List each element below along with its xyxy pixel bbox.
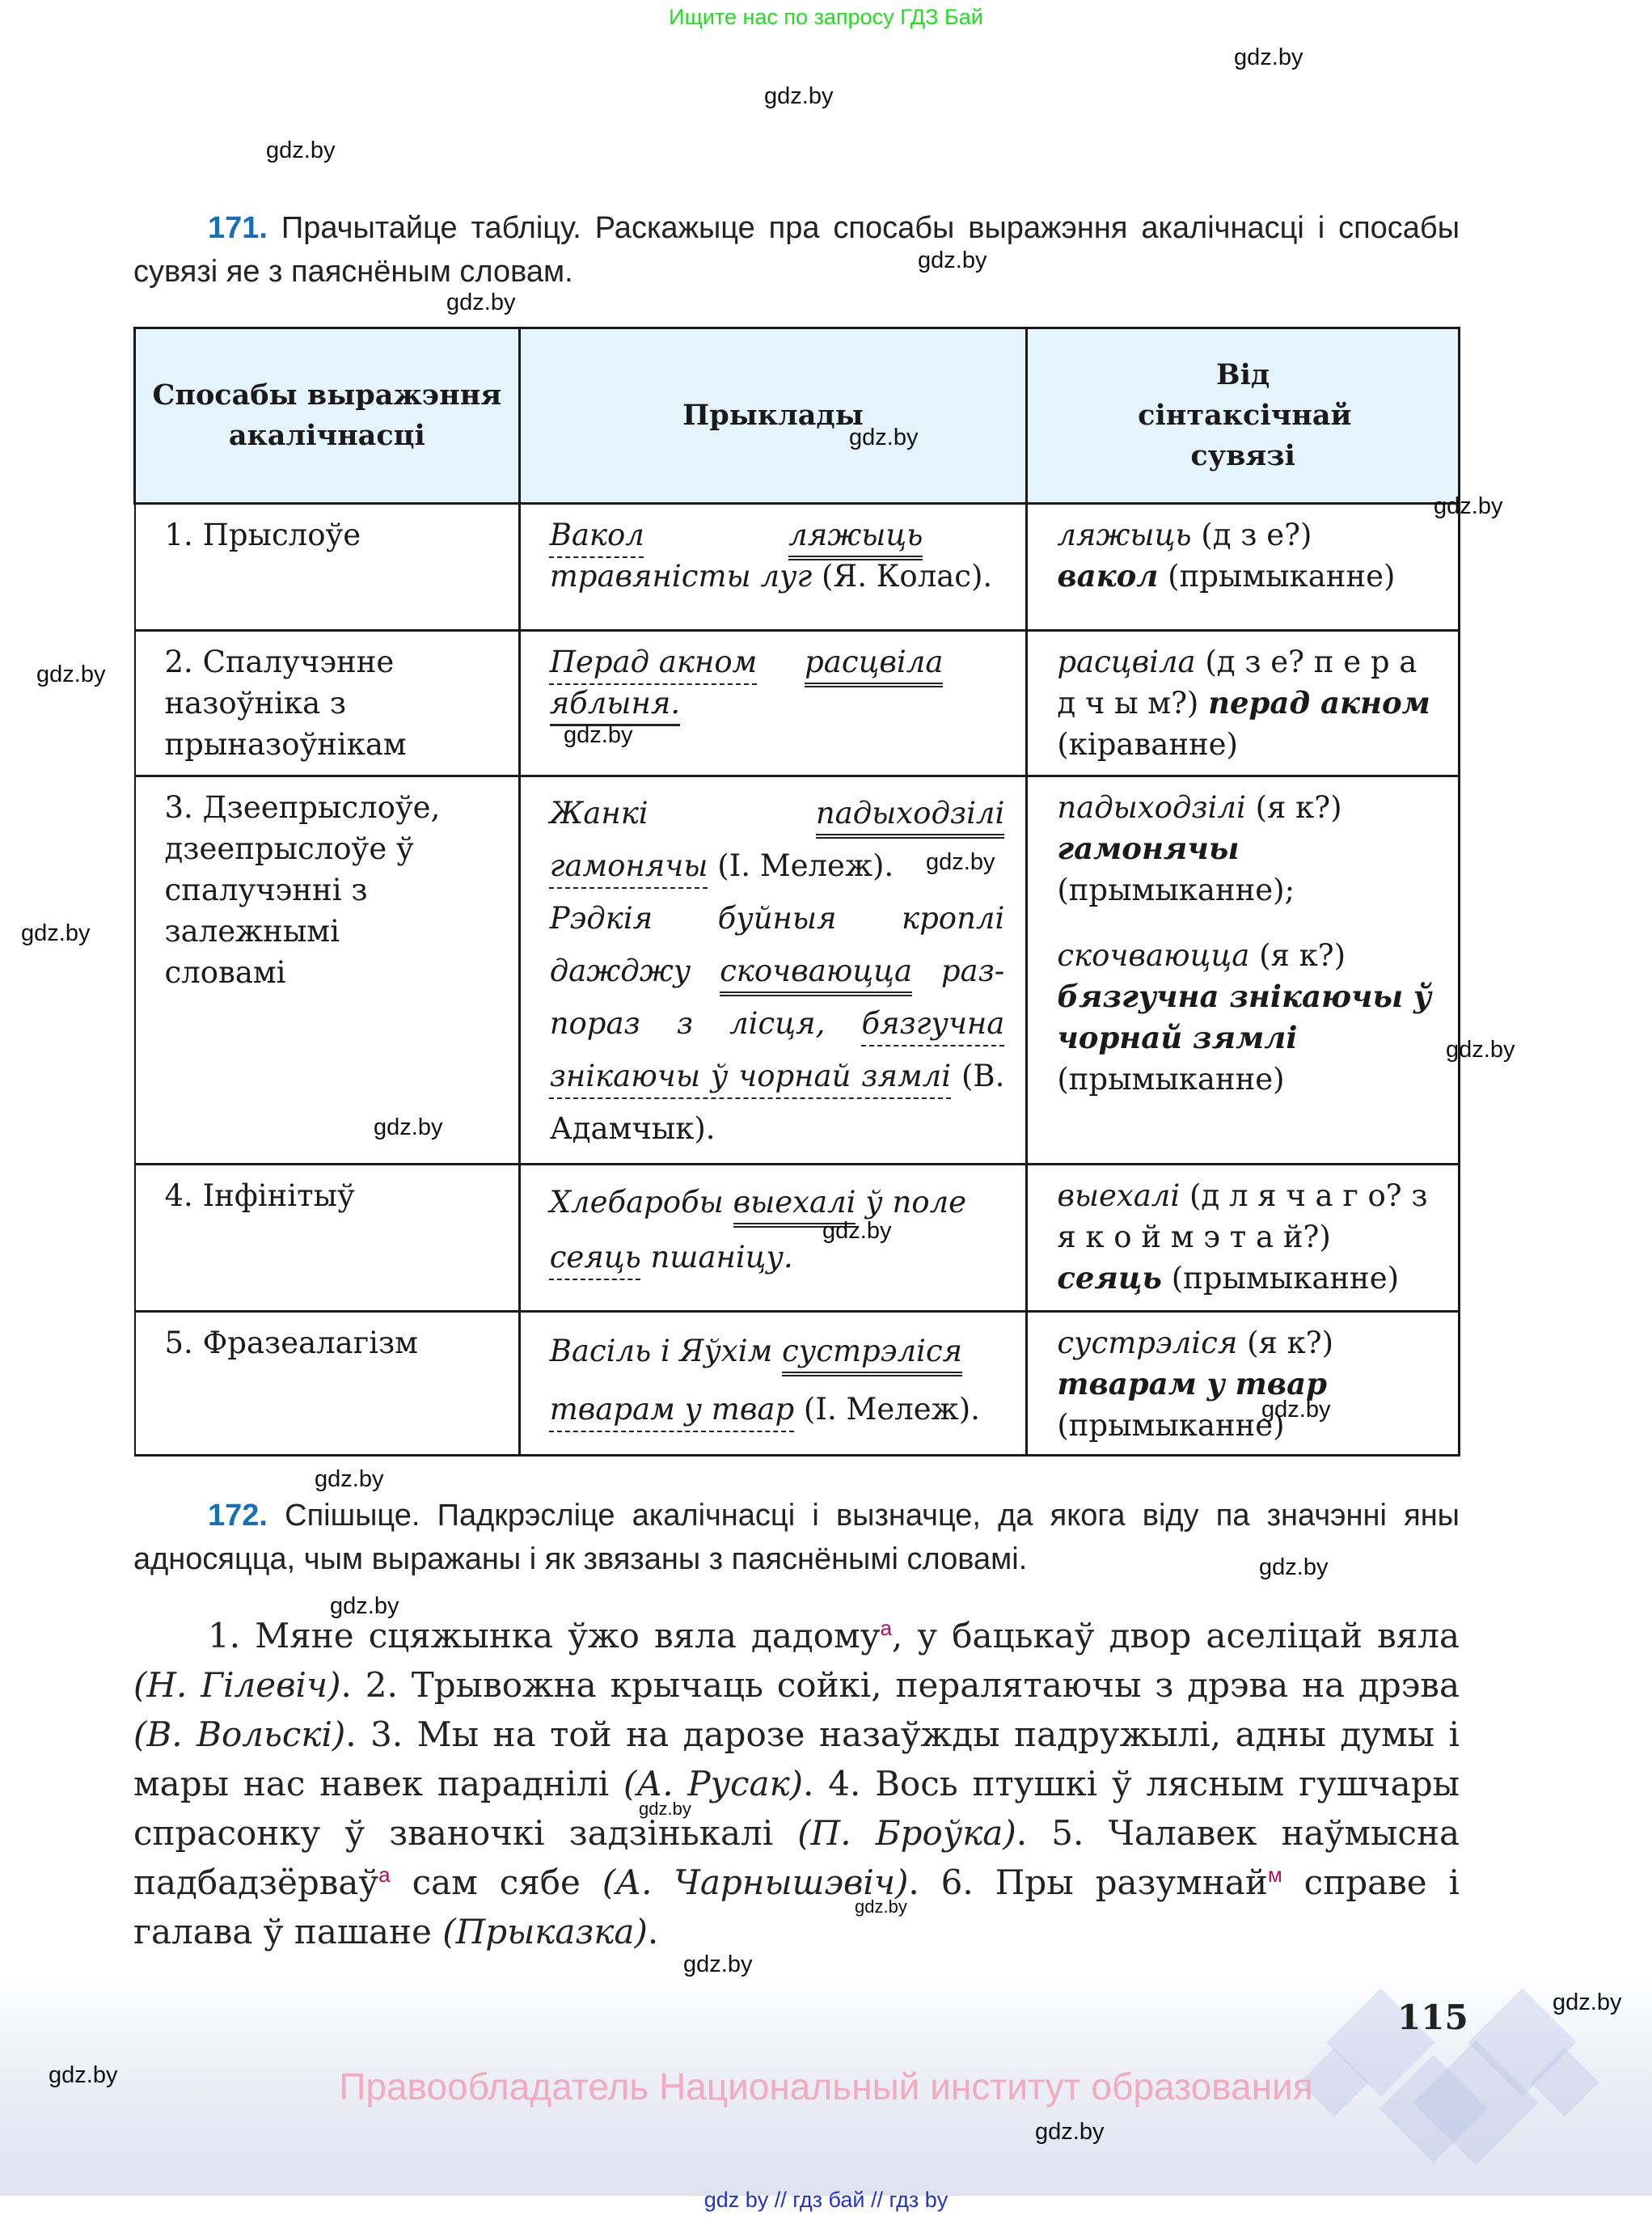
- example-cell: Васіль і Яўхім сустрэліся тварам у твар (І. Мележ).: [519, 1312, 1027, 1456]
- link-cell: падыходзілі (я к?) гамонячы (прымыканне); скочваюцца (я к?) бязгучна знікаючы ў чорнай зямлі (прымыканне): [1027, 776, 1460, 1165]
- watermark: gdz.by: [1446, 1037, 1515, 1063]
- example-cell: Перад акном расцвіла яблыня.: [519, 631, 1027, 776]
- watermark: gdz.by: [822, 1218, 892, 1244]
- task-text: Спішыце. Падкрэсліце акалічнасці і вызначце, да якога віду па значэнні яны адносяцца, чым выражаны і як звязаны з паяснёнымі словамі.: [133, 1499, 1460, 1576]
- watermark: gdz.by: [374, 1114, 443, 1140]
- task-171: [133, 206, 1460, 294]
- watermark: gdz.by: [1259, 1554, 1329, 1580]
- watermark: gdz.by: [1035, 2119, 1105, 2145]
- header-examples: Прыклады: [519, 328, 1027, 504]
- table-row: [135, 631, 1460, 776]
- adverbial-table: [133, 327, 1460, 1457]
- table-row: [135, 504, 1460, 631]
- watermark: gdz.by: [36, 662, 106, 687]
- watermark: gdz.by: [446, 290, 516, 315]
- copyright-notice: Правообладатель Национальный институт образования: [339, 2065, 1313, 2108]
- exercise-text: 1. Мяне сцяжынка ўжо вяла дадому$^а$, у бацькаў двор аселіцай вяла (Н. Гілевіч). 2. Трывожна крычаць сойкі, пералятаючы з дрэва на дрэва (В. Вольскі). 3. Мы на той на дарозе назаўжды падружылі, адны думы і мары нас навек параднілі (А. Русак). 4. Вось птушкі ў лясным гушчары спрасонку ў званочкі задзінькалі (П. Броўка). 5. Чалавек наўмысна падбадзёрваў$^а$ сам сябе (А. Чарнышэвіч). 6. Пры разумнай$^м$ справе і галава ў пашане (Прыказка).: [133, 1616, 1460, 1951]
- link-cell: выехалі (д л я ч а г о? з я к о й м э т а й?) сеяць (прымыканне): [1027, 1165, 1460, 1312]
- method-cell: 1. Прыслоўе: [135, 504, 520, 631]
- watermark: gdz.by: [49, 2062, 118, 2088]
- method-cell: 5. Фразеалагізм: [135, 1312, 520, 1456]
- watermark: gdz.by: [1553, 1989, 1622, 2015]
- watermark: gdz.by: [330, 1593, 399, 1619]
- table-header-row: [135, 328, 1460, 504]
- watermark: gdz.by: [266, 137, 336, 163]
- watermark: gdz.by: [926, 849, 995, 875]
- table-row: [135, 776, 1460, 1165]
- method-cell: 4. Інфінітыў: [135, 1165, 520, 1312]
- header-link-type: Від сінтаксічнай сувязі: [1027, 328, 1460, 504]
- watermark: gdz.by: [764, 83, 834, 109]
- watermark: gdz.by: [849, 425, 919, 450]
- link-cell: ляжыць (д з е?) вакол (прымыканне): [1027, 504, 1460, 631]
- watermark: gdz.by: [855, 1896, 907, 1917]
- watermark: gdz.by: [683, 1951, 753, 1977]
- watermark: gdz.by: [564, 722, 633, 748]
- search-banner: Ищите нас по запросу ГДЗ Бай: [669, 5, 983, 29]
- table-row: [135, 1165, 1460, 1312]
- watermark: gdz.by: [639, 1799, 691, 1819]
- watermark: gdz.by: [315, 1466, 384, 1492]
- watermark: gdz.by: [1261, 1397, 1331, 1423]
- method-cell: 2. Спалучэнне назоўніка з прыназоўнікам: [135, 631, 520, 776]
- example-cell: Вакол ляжыць травяністы луг (Я. Колас).: [519, 504, 1027, 631]
- method-cell: 3. Дзеепрыслоўе, дзеепрыслоўе ў спалучэнні з залежнымі словамі: [135, 776, 520, 1165]
- bottom-links[interactable]: gdz by // гдз бай // гдз by: [703, 2188, 949, 2212]
- page-number: 115: [1397, 1998, 1468, 2037]
- header-methods: Спосабы выражэння акалічнасці: [135, 328, 520, 504]
- task-text: Прачытайце табліцу. Раскажыце пра спосабы выражэння акалічнасці і спосабы сувязі яе з паяснёным словам.: [133, 211, 1460, 289]
- task-number: 172.: [208, 1499, 268, 1533]
- watermark: gdz.by: [1434, 493, 1503, 519]
- link-cell: сустрэліся (я к?) тварам у твар (прымыканне): [1027, 1312, 1460, 1456]
- watermark: gdz.by: [918, 247, 987, 273]
- watermark: gdz.by: [21, 920, 91, 946]
- table-row: [135, 1312, 1460, 1456]
- link-cell: расцвіла (д з е? п е р а д ч ы м?) перад акном (кіраванне): [1027, 631, 1460, 776]
- task-number: 171.: [208, 211, 268, 245]
- example-cell: Хлебаробы выехалі ў поле сеяць пшаніцу.: [519, 1165, 1027, 1312]
- example-cell: Жанкі падыходзілі гамонячы (І. Мележ). Рэдкія буйныя кроплі дажджу скочваюцца раз-пораз з лісця, бязгучна знікаючы ў чорнай зямлі (В. Адамчык).: [519, 776, 1027, 1165]
- watermark: gdz.by: [1234, 44, 1303, 70]
